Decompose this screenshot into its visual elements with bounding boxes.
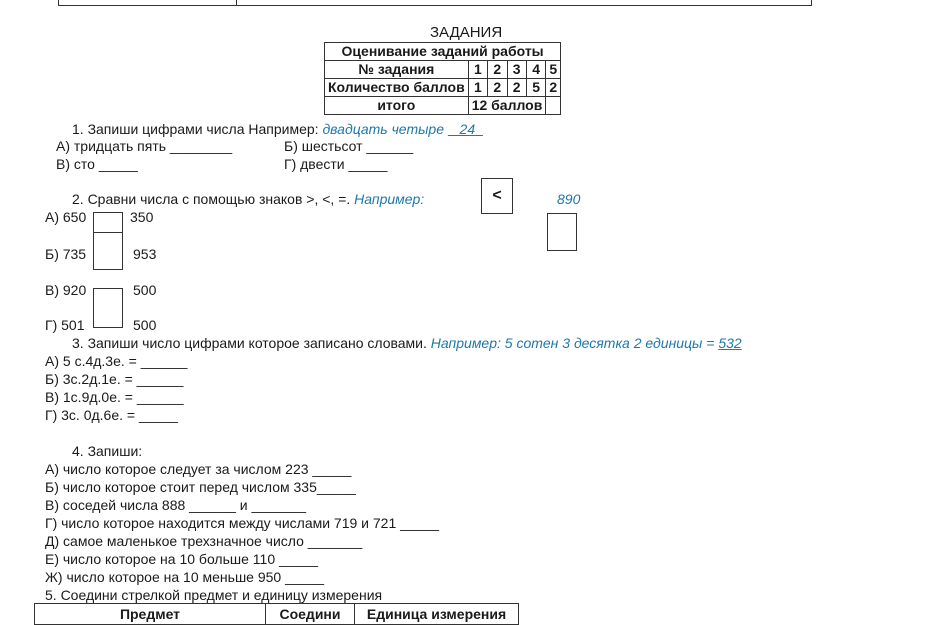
q1-item-v: В) сто _____ [56, 156, 138, 172]
q2-example-empty-box [547, 213, 577, 251]
points-cell: 1 [468, 79, 487, 97]
q2-prompt-text: 2. Сравни числа с помощью знаков >, <, =. [72, 191, 351, 207]
q4-item-e: Е) число которое на 10 больше 110 _____ [45, 551, 318, 567]
q3-item-g: Г) 3с. 0д.6е. = _____ [45, 407, 178, 423]
task-cell: 2 [488, 61, 507, 79]
task-cell: 1 [468, 61, 487, 79]
q2-v-left: В) 920 [45, 282, 87, 298]
grade-table [324, 42, 561, 115]
q4-item-g: Г) число которое находится между числами 719 и 721 _____ [45, 515, 440, 531]
q2-v-right: 500 [133, 282, 157, 298]
q5-col-item: Предмет [35, 604, 266, 625]
q4-item-b: Б) число которое стоит перед числом 335_____ [45, 479, 356, 495]
top-table-border [58, 0, 812, 6]
task-number-label: № задания [325, 61, 469, 79]
q2-example-number: 890 [557, 191, 581, 207]
top-table-divider [236, 0, 237, 6]
q4-item-a: А) число которое следует за числом 223 _____ [45, 461, 352, 477]
page-heading: ЗАДАНИЯ [430, 24, 503, 41]
task-cell: 4 [526, 61, 545, 79]
q3-item-b: Б) 3с.2д.1е. = ______ [45, 371, 184, 387]
q2-a-right: 350 [130, 209, 154, 225]
q2-a-answer-box[interactable] [93, 212, 123, 234]
total-label: итого [325, 97, 469, 115]
q5-col-unit: Единица измерения [355, 604, 519, 625]
q1-item-g: Г) двести _____ [284, 156, 388, 172]
q4-item-v: В) соседей числа 888 ______ и _______ [45, 497, 307, 513]
q2-g-left: Г) 501 [45, 317, 85, 333]
q4-prompt: 4. Запиши: [72, 443, 143, 459]
q5-col-connect: Соедини [266, 604, 355, 625]
q1-example-answer: 24 [459, 121, 476, 137]
q3-item-a: А) 5 с.4д.3е. = ______ [45, 353, 188, 369]
q3-example-answer: 532 [718, 335, 742, 351]
q2-g-right: 500 [133, 317, 157, 333]
q2-a-left: А) 650 [45, 209, 87, 225]
task-cell: 5 [546, 61, 561, 79]
q4-item-zh: Ж) число которое на 10 меньше 950 _____ [45, 569, 325, 585]
q2-prompt [72, 191, 424, 207]
grade-table-title: Оценивание заданий работы [325, 43, 561, 61]
task-cell: 3 [507, 61, 526, 79]
q5-prompt: 5. Соедини стрелкой предмет и единицу измерения [45, 587, 383, 603]
q3-prompt-text: 3. Запиши число цифрами которое записано словами. [72, 335, 427, 351]
q2-example-label: Например: [354, 191, 425, 207]
q5-table [34, 603, 519, 625]
q1-prompt-text: 1. Запиши цифрами числа Например: [72, 121, 319, 137]
q2-b-right: 953 [133, 246, 157, 262]
q3-example: Например: 5 сотен 3 десятка 2 единицы = [430, 335, 715, 351]
q2-example-sign-box: < [481, 178, 513, 214]
q2-v-answer-box[interactable] [93, 288, 123, 328]
q2-b-left: Б) 735 [45, 246, 87, 262]
points-cell: 5 [526, 79, 545, 97]
points-cell: 2 [546, 79, 561, 97]
points-cell: 2 [507, 79, 526, 97]
q1-item-b: Б) шестьсот ______ [284, 138, 414, 154]
q2-b-answer-box[interactable] [93, 232, 123, 270]
q1-example-words: двадцать четыре [322, 121, 444, 137]
q4-item-d: Д) самое маленькое трехзначное число _______ [45, 533, 363, 549]
points-cell: 2 [488, 79, 507, 97]
q3-item-v: В) 1с.9д.0е. = ______ [45, 389, 184, 405]
q1-item-a: А) тридцать пять ________ [56, 138, 233, 154]
q1-prompt [72, 121, 483, 137]
points-label: Количество баллов [325, 79, 469, 97]
total-value: 12 баллов [468, 97, 546, 115]
q3-prompt [72, 335, 742, 351]
total-empty [546, 97, 561, 115]
